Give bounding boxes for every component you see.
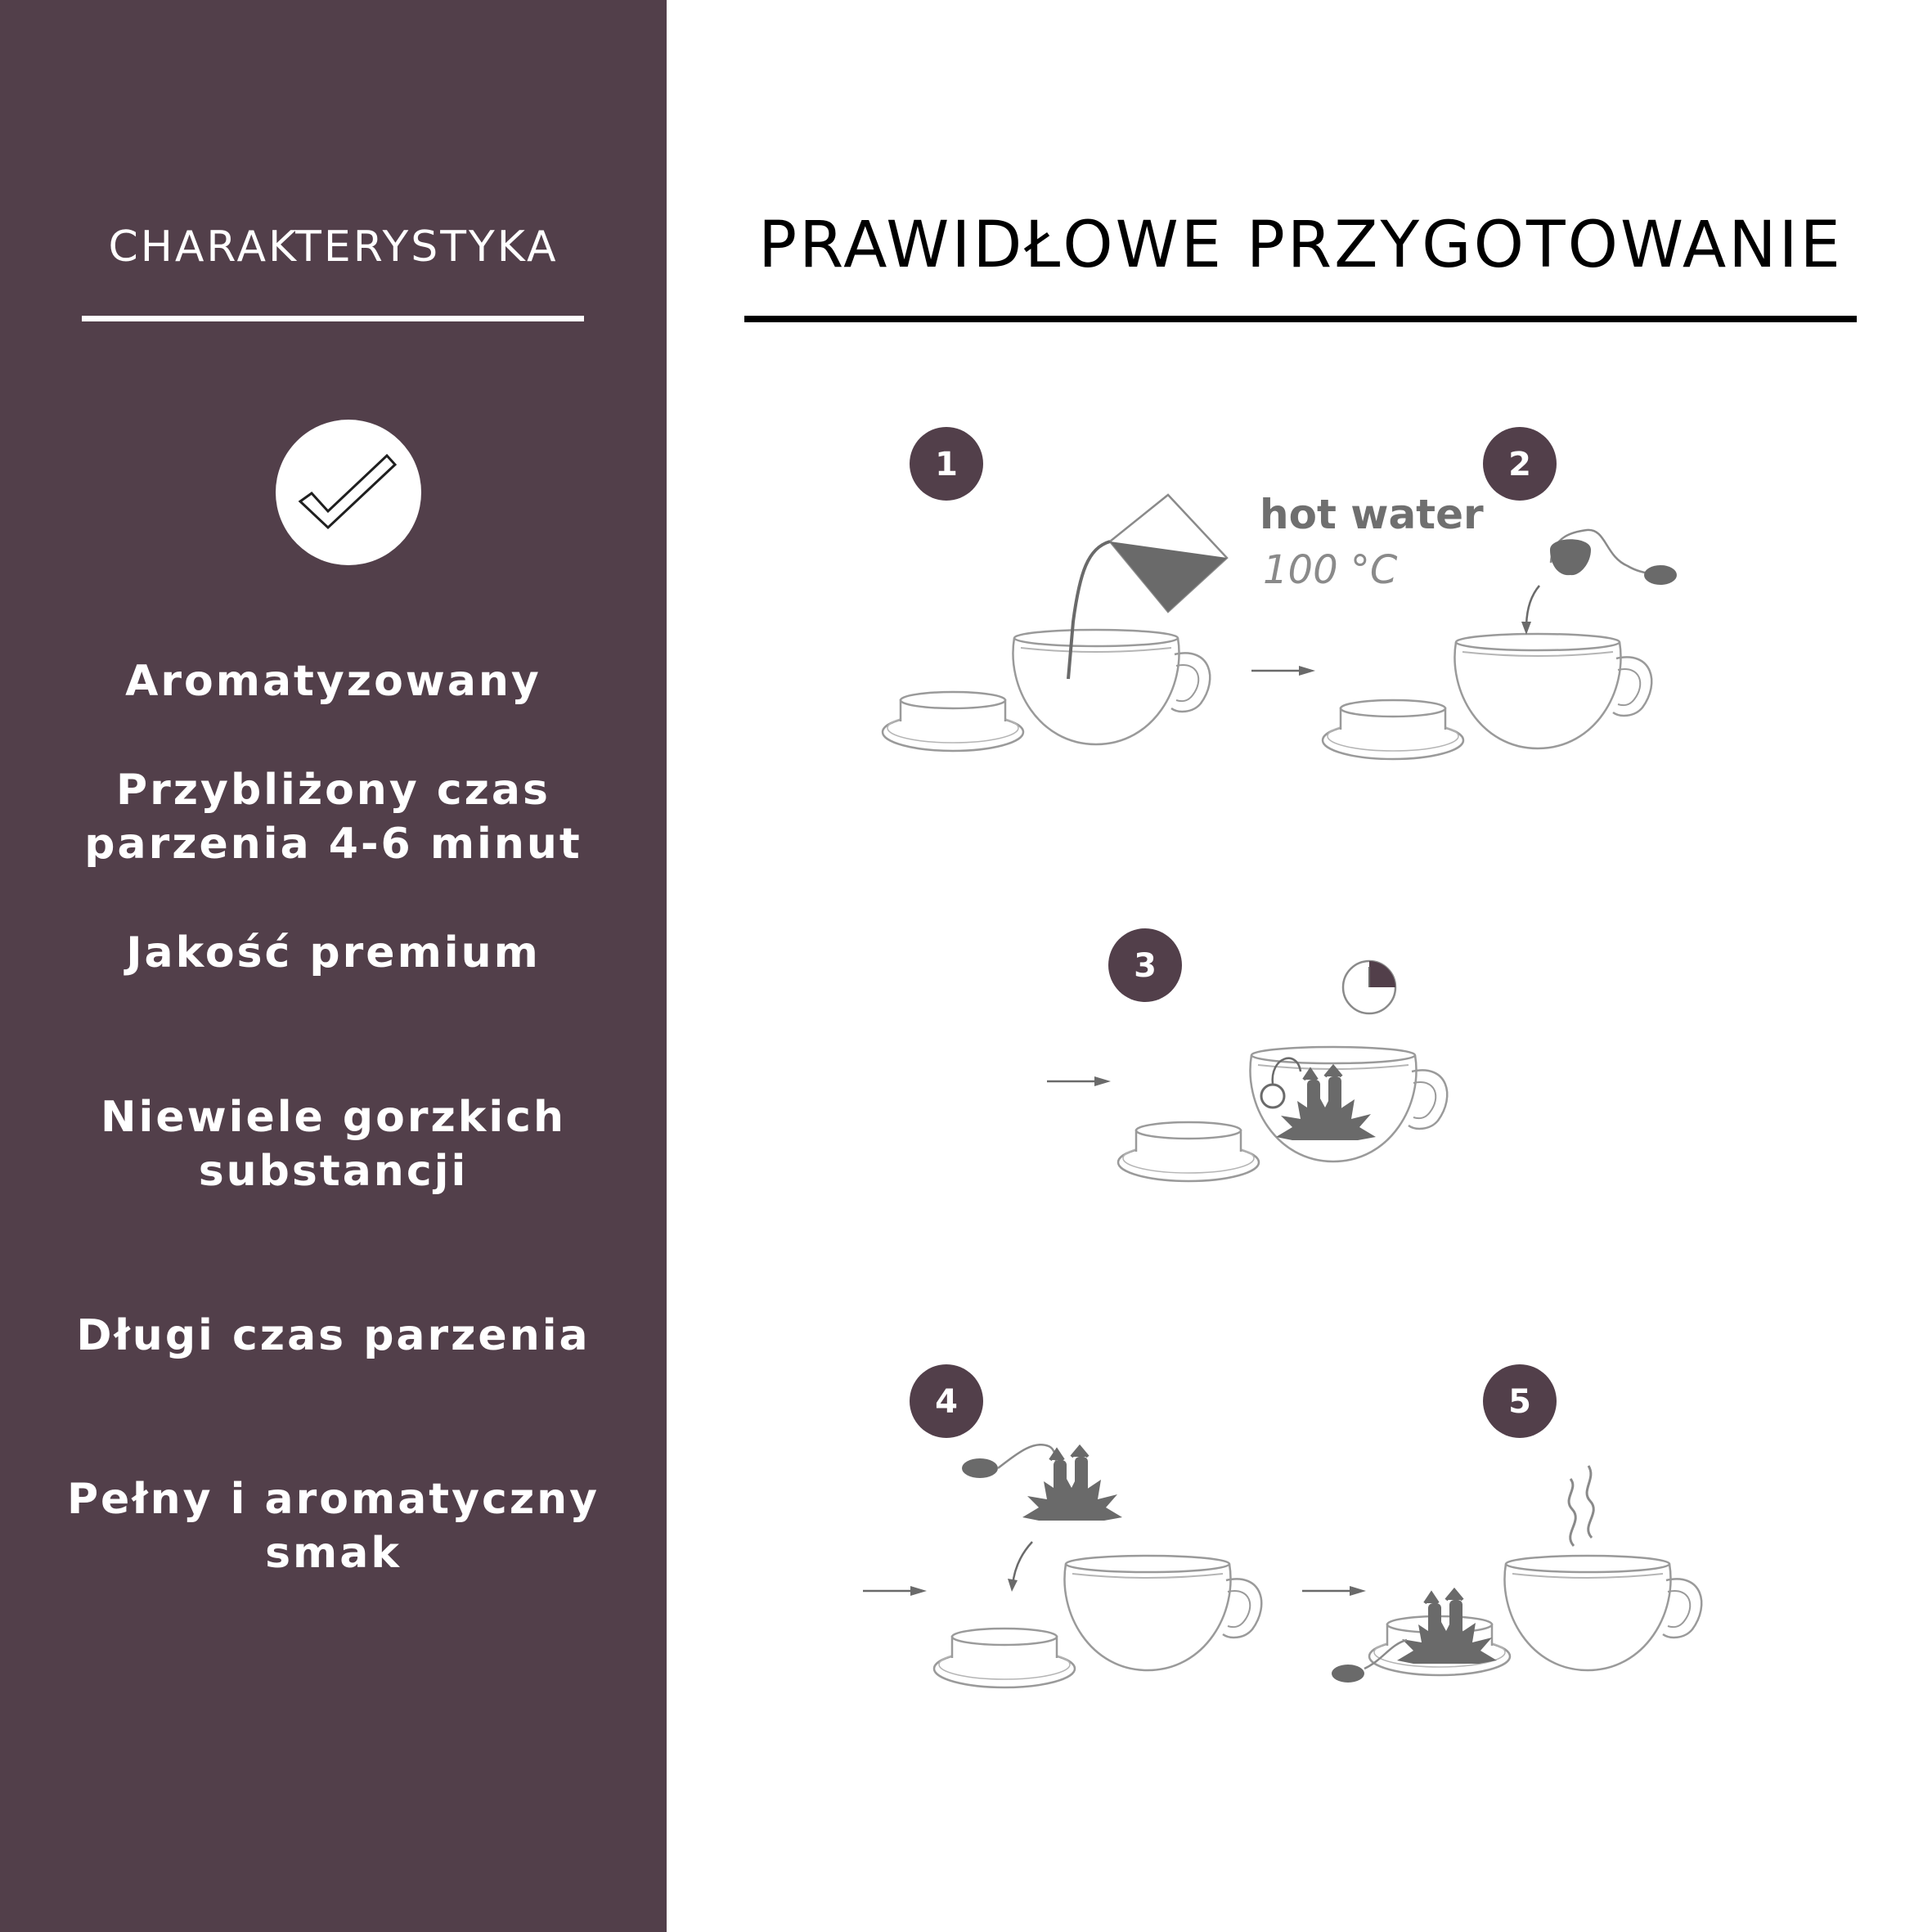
arrow-icon (1251, 666, 1315, 676)
arrow-icon (863, 1586, 927, 1596)
arrow-icon (1047, 1076, 1111, 1086)
feature-aromatized: Aromatyzowany (125, 657, 541, 706)
feature-full-aromatic-taste: Pełny i aromatyczny smak (66, 1475, 600, 1578)
step-1-number: 1 (935, 446, 958, 483)
step-2 (1323, 427, 1677, 759)
temperature-label: 100 °C (1263, 547, 1398, 593)
page-title: PRAWIDŁOWE PRZYGOTOWANIE (758, 209, 1843, 282)
step-3 (1047, 928, 1447, 1181)
step-5-number: 5 (1508, 1383, 1531, 1421)
tea-ball-icon (1332, 1640, 1407, 1683)
steam-icon (1569, 1466, 1593, 1546)
glass-cup-icon (1250, 1047, 1447, 1161)
feature-premium-quality: Jakość premium (126, 928, 541, 977)
feature-long-brewing: Długi czas parzenia (76, 1311, 591, 1360)
step-3-number: 3 (1134, 947, 1157, 985)
step-4 (863, 1364, 1261, 1687)
sidebar-title: CHARAKTERYSTYKA (108, 222, 559, 272)
arrow-icon (1302, 1586, 1366, 1596)
feature-low-bitterness: Niewiele gorzkich substancji (100, 1093, 567, 1196)
timer-icon (1343, 961, 1395, 1013)
step-4-number: 4 (935, 1383, 958, 1421)
step-5 (1332, 1364, 1701, 1683)
hot-water-label: hot water (1260, 491, 1484, 538)
feature-brewing-time: Przybliżony czas parzenia 4-6 minut (84, 766, 582, 869)
tea-ball-icon (1521, 530, 1677, 635)
step-2-number: 2 (1508, 446, 1531, 483)
